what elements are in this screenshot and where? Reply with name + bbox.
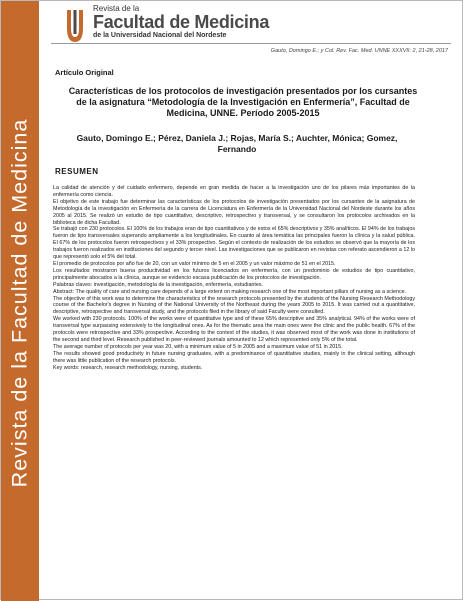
article-title: Características de los protocolos de investigación presentados por los cursantes de la asignatura “Metodología de la Investigación en Enfermería”, Facultad de Medicina, UNNE. Período 2005-2015 [68,86,418,118]
logo-title: Facultad de Medicina [93,12,270,32]
abstract-paragraph: El objetivo de este trabajo fue determinar las características de los protocolos de investigación presentados por los cursantes de la asignatura de Metodología de la investigación en Enfermería de la carrera de Licenciatura en Enfermería de la Universidad Nacional del Nordeste durante los años 2005 al 2015. Se realizó un estudio de tipo cuantitativo, descriptivo, retrospectivo y transversal, y se consultaron los protocolos archivados en la biblioteca de dicha Facultad. [53,198,415,226]
header-divider [51,43,451,44]
section-heading-resumen: RESUMEN [55,167,99,176]
logo-small-text: Revista de la [93,4,140,13]
journal-logo-text [93,4,269,40]
article-type-label: Artículo Original [55,68,114,77]
abstract-paragraph-en: Abstract: The quality of care and nursing care depends of a large extent on making research one of the most important pillars of nursing as a science. [53,288,407,295]
abstract-paragraph: El promedio de protocolos por año fue de 20, con un valor mínimo de 5 en el 2005 y un valor máximo de 51 en el 2015. [53,260,336,267]
abstract-paragraph-en: We worked with 230 protocols. 100% of the works were of quantitative type and of these 65% descriptive and 35% analytical. 94% of the works were of transversal type surpassing extensively to the longitudinal ones. As for the thematic area the main ones were the clinic and the public health. 67% of the protocols were retrospective and 33% prospective. According to the context of the studies, it was observed most of the work was done in institutions of the second and third level. Research published in peer-reviewed journals amounted to 12 which represented only 5% of the total. [53,316,415,343]
abstract-paragraph-en: The objective of this work was to determine the characteristics of the research protocols presented by the students of the Nursing Research Methodology course of the Bachelor's degree in Nursing of the National University of the Northeast during the years 2005 to 2015. It was carried out a quantitative, descriptive, retrospective and transversal study, and the protocols filed in the library of said Faculty were consulted. [53,295,415,316]
abstract-paragraph: La calidad de atención y del cuidado enfermero, depende en gran medida de hacer a la investigación uno de los pilares más importantes de la enfermería como ciencia. [53,185,415,198]
citation-line: Gauto, Domingo E.; y Col. Rev. Fac. Med. UNNE XXXVII: 2, 21-28, 2017 [270,48,448,54]
abstract-paragraph-en: The results showed good productivity in future nursing graduates, with a predominance of quantitative studies, mainly in the clinical setting, although there was little publication of the research protocols. [53,350,415,364]
abstract-paragraph: Se trabajó con 230 protocolos. El 100% de los trabajos eran de tipo cuantitativos y de estos el 65% descriptivos y 35% analíticos. El 94% de los trabajos fueron de tipo transversales superando ampliamente a los longitudinales. En cuanto al área temática las principales fueron la clínica y la salud pública. El 67% de los protocolos fueron retrospectivos y el 33% prospectivo. Según el contexto de realización de los estudios se observó que la mayoría de los trabajos fueron realizados en instituciones del segundo y tercer nivel. Las investigaciones que se publicaron en revistas con referato ascendieron a 12 lo que representó solo el 5% del total. [53,226,415,261]
journal-sidebar-banner [1,1,39,601]
sidebar-journal-name: Revista de la Facultad de Medicina [7,118,32,488]
abstract-paragraph-en: The average number of protocols per year was 20, with a minimum value of 5 in 2005 and a maximum value of 51 in 2015. [53,343,343,350]
abstract-paragraph: Los resultados mostraron buena productividad en los futuros licenciados en enfermería, con un predominio de estudios de tipo cuantitativo, principalmente abocados a la clínica, aunque se evidencio escasa publicación de los protocolos de investigación. [53,267,415,281]
abstract-body [53,185,415,371]
keywords-en: Key words: research, research methodology, nursing, students. [53,364,203,371]
logo-subtitle: de la Universidad Nacional del Nordeste [93,32,227,39]
article-authors: Gauto, Domingo E.; Pérez, Daniela J.; Rojas, María S.; Auchter, Mónica; Gomez, Fernando [76,133,398,154]
journal-logo-icon [65,8,85,46]
keywords-es: Palabras claves: investigación, metodología de la investigación, enfermería, estudiantes. [53,281,264,288]
